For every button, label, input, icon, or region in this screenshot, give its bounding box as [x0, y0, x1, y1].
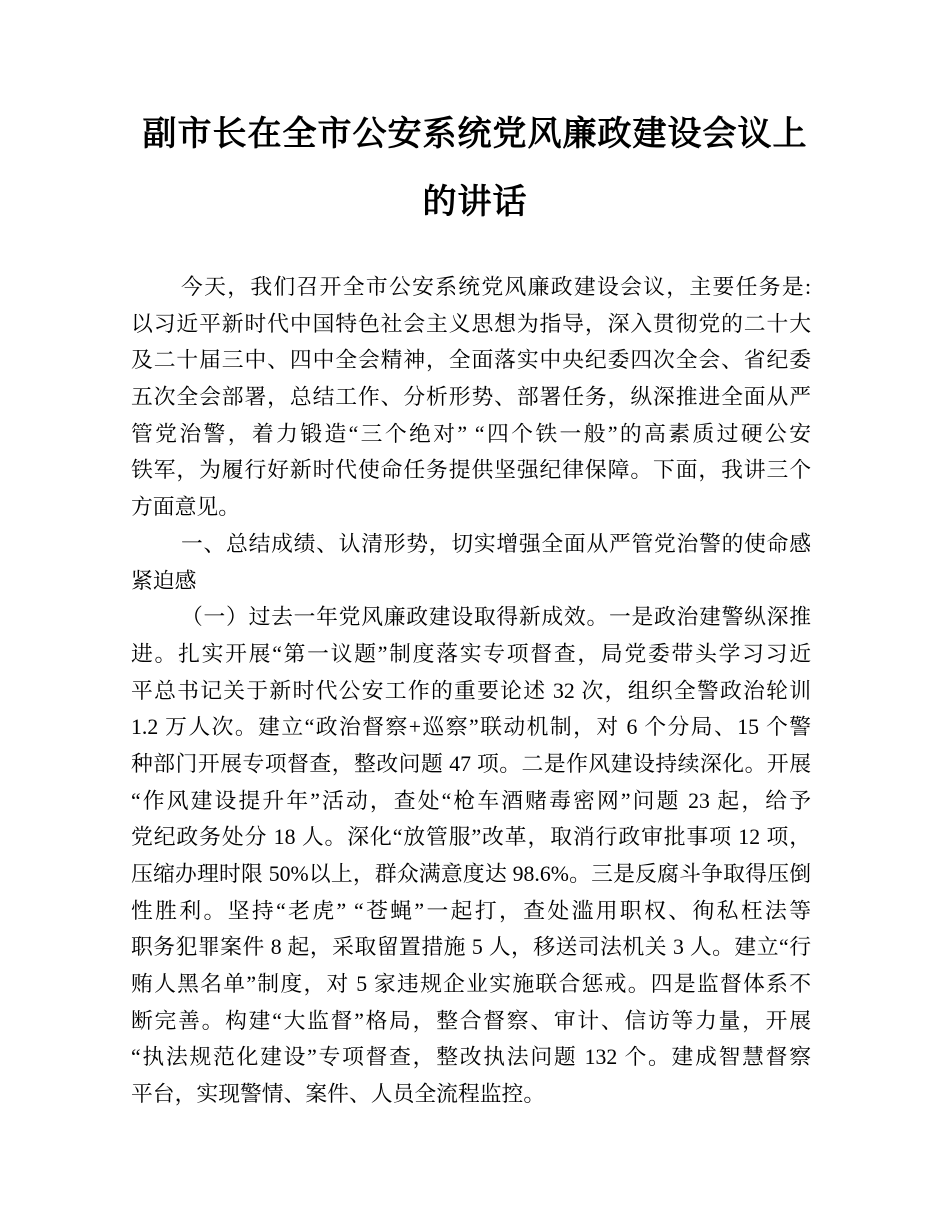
body-line: 铁军，为履行好新时代使命任务提供坚强纪律保障。下面，我讲三个: [131, 458, 811, 483]
body-line: 及二十届三中、四中全会精神，全面落实中央纪委四次全会、省纪委: [131, 348, 811, 373]
body-line: 五次全会部署，总结工作、分析形势、部署任务，纵深推进全面从严: [131, 385, 811, 410]
document-title: [70, 0, 880, 236]
body-line: （一）过去一年党风廉政建设取得新成效。一是政治建警纵深推: [181, 605, 811, 630]
body-line: 管党治警，着力锻造“三个绝对” “四个铁一般”的高素质过硬公安: [131, 421, 811, 446]
body-line: “作风建设提升年”活动，查处“枪车酒赌毒密网”问题 23 起，给予: [131, 788, 811, 813]
body-line: 压缩办理时限 50%以上，群众满意度达 98.6%。三是反腐斗争取得压倒: [131, 862, 811, 886]
body-line: 紧迫感: [131, 568, 197, 593]
body-line: 平台，实现警情、案件、人员全流程监控。: [131, 1082, 546, 1107]
document-body: [131, 269, 811, 1113]
paragraph: [131, 269, 811, 526]
body-line: 进。扎实开展“第一议题”制度落实专项督查，局党委带头学习习近: [131, 641, 811, 666]
body-line: 以习近平新时代中国特色社会主义思想为指导，深入贯彻党的二十大: [131, 311, 811, 336]
title-line-1: 副市长在全市公安系统党风廉政建设会议上: [142, 115, 808, 153]
body-line: 性胜利。坚持“老虎” “苍蝇”一起打，查处滥用职权、徇私枉法等: [131, 898, 811, 923]
body-line: “执法规范化建设”专项督查，整改执法问题 132 个。建成智慧督察: [131, 1045, 811, 1070]
paragraph: [131, 599, 811, 1113]
body-line: 平总书记关于新时代公安工作的重要论述 32 次，组织全警政治轮训: [131, 678, 811, 703]
paragraph: [131, 526, 811, 599]
body-line: 今天，我们召开全市公安系统党风廉政建设会议，主要任务是:: [181, 275, 811, 299]
body-line: 1.2 万人次。建立“政治督察+巡察”联动机制，对 6 个分局、15 个警: [131, 715, 811, 740]
body-line: 党纪政务处分 18 人。深化“放管服”改革，取消行政审批事项 12 项，: [131, 825, 811, 850]
body-line: 贿人黑名单”制度，对 5 家违规企业实施联合惩戒。四是监督体系不: [131, 972, 811, 997]
body-line: 断完善。构建“大监督”格局，整合督察、审计、信访等力量，开展: [131, 1008, 811, 1033]
body-line: 方面意见。: [131, 495, 240, 520]
title-line-2: 的讲话: [422, 183, 528, 221]
body-line: 一、总结成绩、认清形势，切实增强全面从严管党治警的使命感: [181, 531, 811, 556]
body-line: 种部门开展专项督查，整改问题 47 项。二是作风建设持续深化。开展: [131, 751, 811, 776]
body-line: 职务犯罪案件 8 起，采取留置措施 5 人，移送司法机关 3 人。建立“行: [131, 935, 811, 960]
